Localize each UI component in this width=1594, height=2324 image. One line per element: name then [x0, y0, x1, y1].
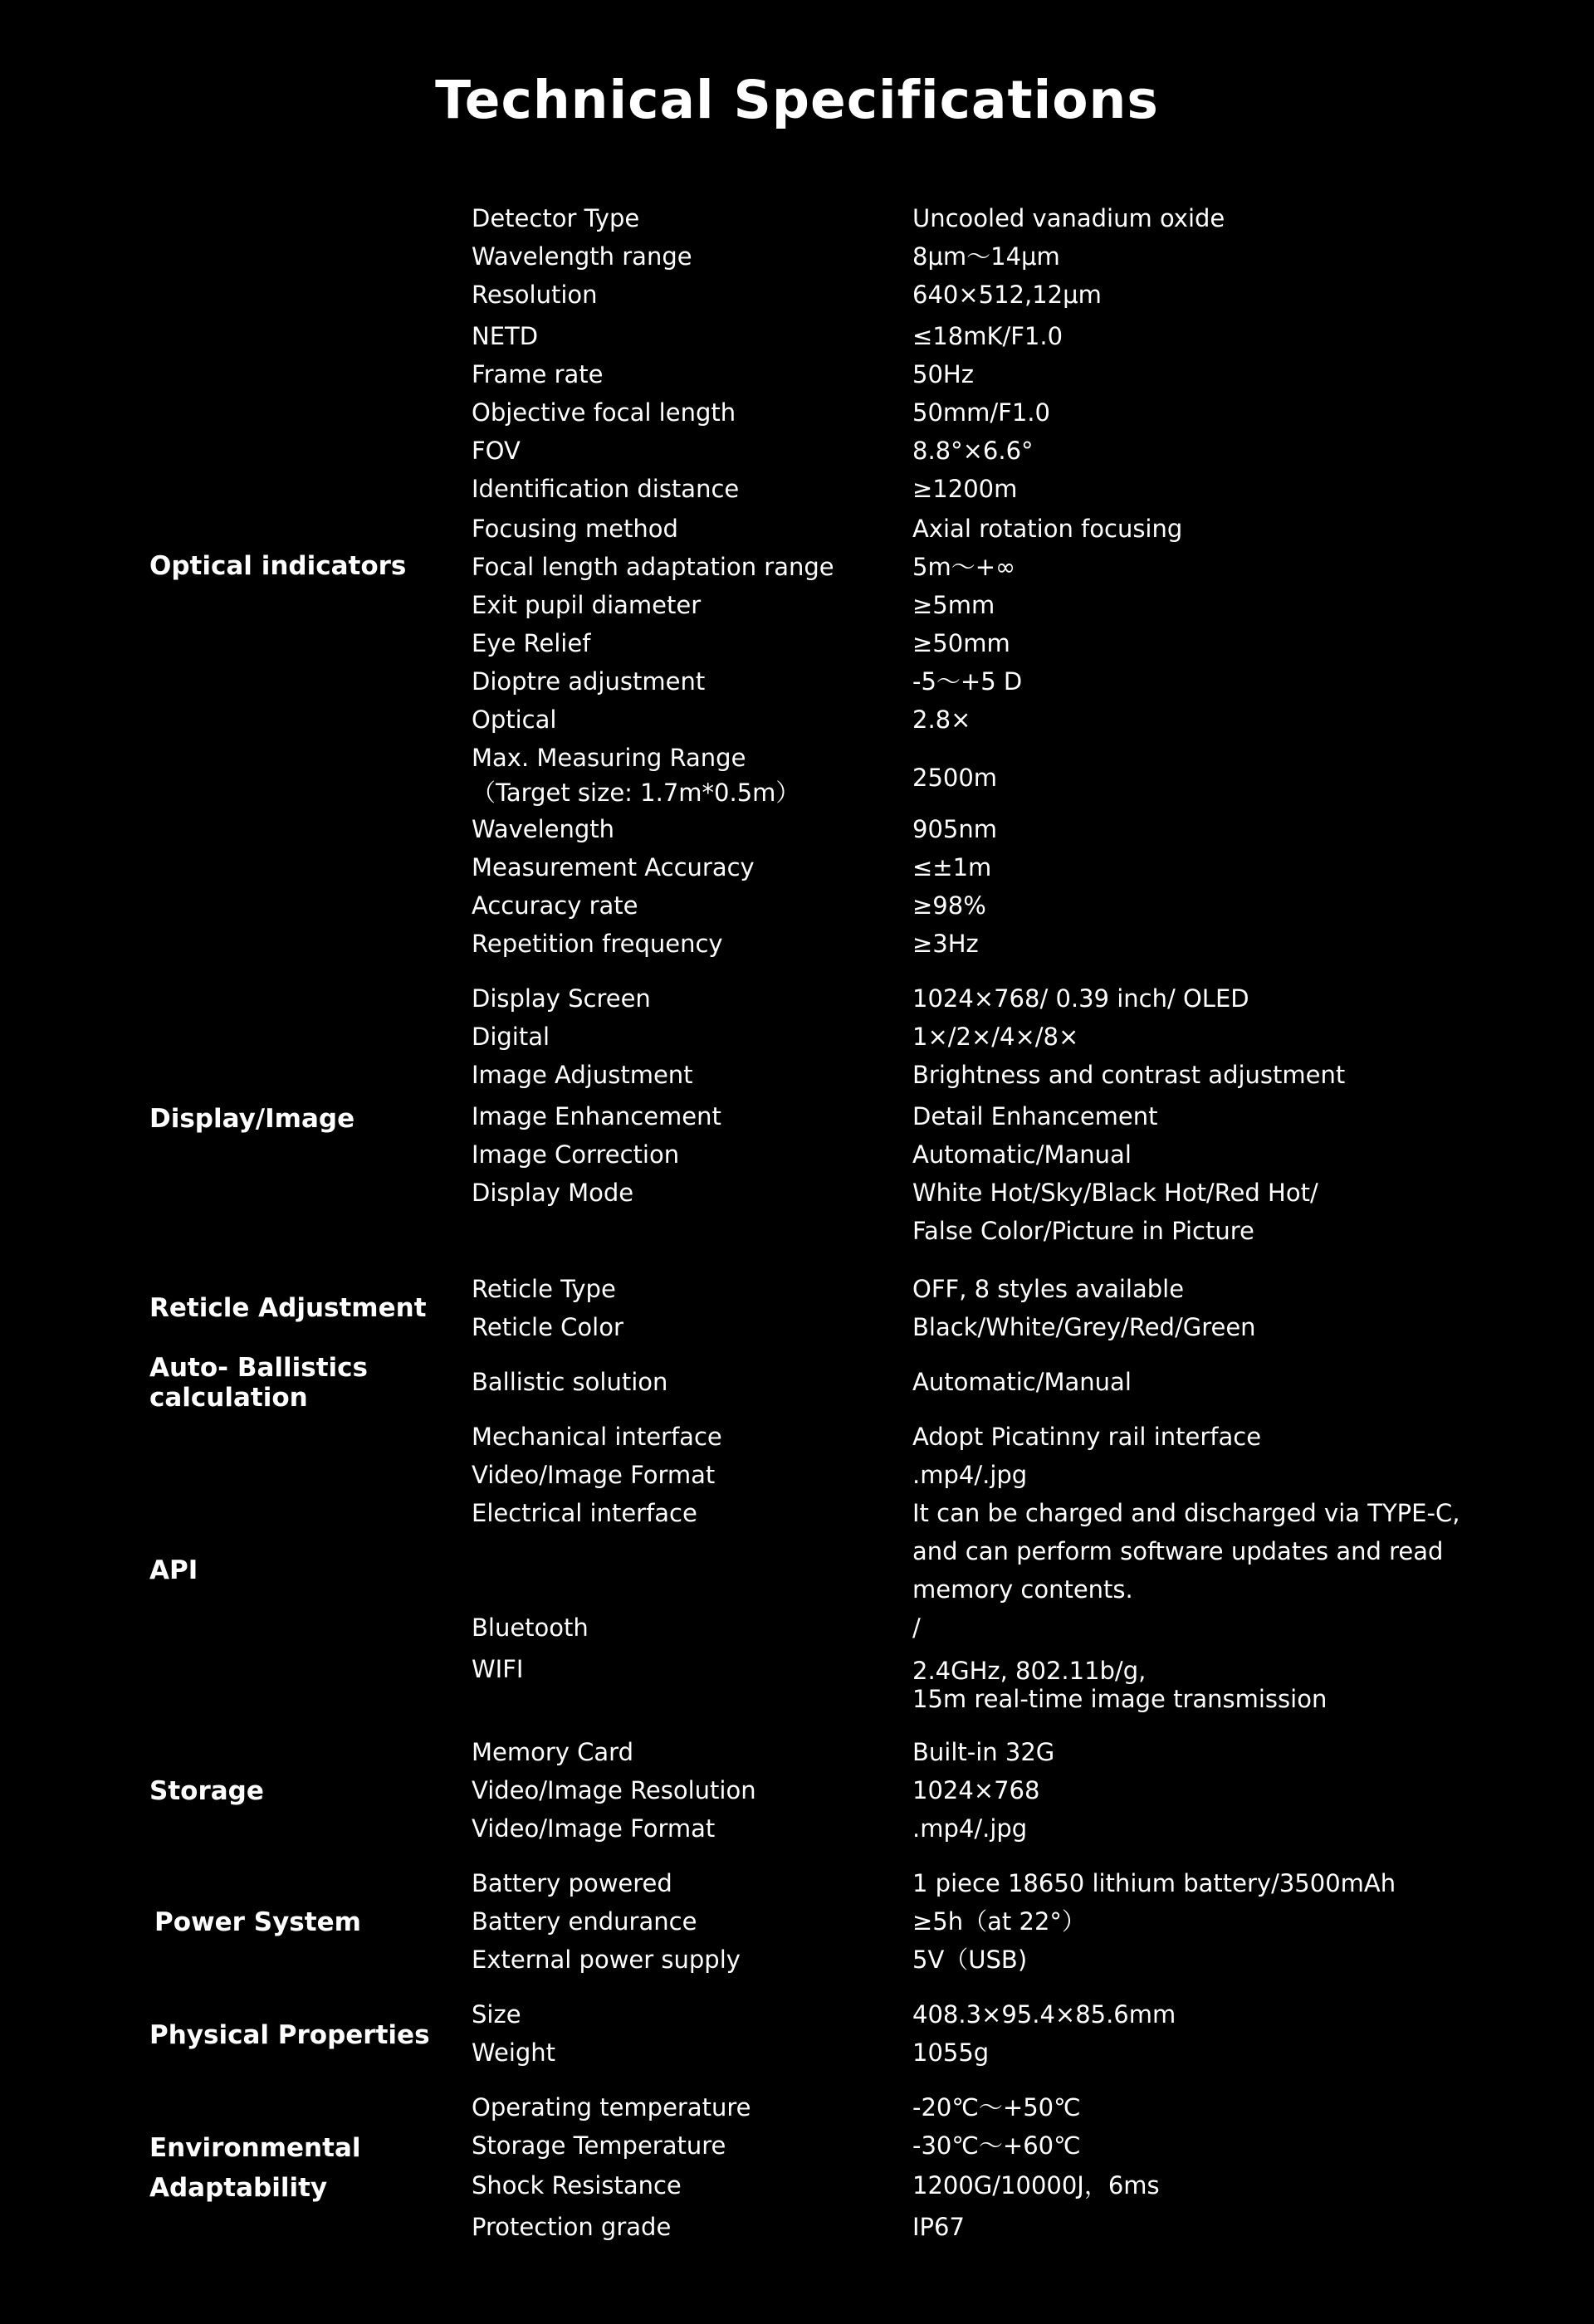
- spec-name: Size: [472, 2000, 521, 2029]
- spec-value: 1055g: [912, 2038, 990, 2067]
- spec-name: FOV: [472, 437, 521, 465]
- spec-value: Brightness and contrast adjustment: [912, 1061, 1346, 1089]
- spec-name: Focusing method: [472, 515, 678, 543]
- spec-value: -20℃～+50℃: [912, 2093, 1081, 2121]
- spec-name: Exit pupil diameter: [472, 591, 702, 619]
- spec-value: 1 piece 18650 lithium battery/3500mAh: [912, 1869, 1396, 1897]
- spec-value: /: [912, 1614, 921, 1642]
- section-label-physical-properties: Physical Properties: [149, 2020, 430, 2050]
- spec-value: 640×512,12μm: [912, 281, 1102, 309]
- spec-name: Image Adjustment: [472, 1061, 693, 1089]
- spec-name: Mechanical interface: [472, 1423, 722, 1451]
- spec-name: NETD: [472, 322, 539, 350]
- spec-value: .mp4/.jpg: [912, 1461, 1028, 1489]
- spec-name-continued: （Target size: 1.7m*0.5m）: [472, 779, 800, 807]
- spec-name: Image Correction: [472, 1140, 680, 1169]
- section-label-storage: Storage: [149, 1776, 264, 1806]
- spec-name: External power supply: [472, 1946, 741, 1974]
- spec-name: Frame rate: [472, 360, 604, 388]
- section-label-auto-ballistics: Auto- Ballistics: [149, 1353, 368, 1383]
- section-label-api: API: [149, 1555, 198, 1585]
- spec-value: IP67: [912, 2213, 965, 2241]
- spec-name: Protection grade: [472, 2213, 672, 2241]
- spec-value: Black/White/Grey/Red/Green: [912, 1313, 1256, 1341]
- spec-value: 2500m: [912, 764, 998, 792]
- spec-value: ≥98%: [912, 891, 986, 920]
- spec-name: Reticle Type: [472, 1275, 616, 1303]
- spec-value-continued: and can perform software updates and read: [912, 1537, 1444, 1565]
- spec-value-continued: memory contents.: [912, 1575, 1133, 1604]
- spec-name: Battery powered: [472, 1869, 672, 1897]
- section-label-optical-indicators: Optical indicators: [149, 551, 407, 581]
- spec-value: 905nm: [912, 815, 997, 843]
- section-label-auto-ballistics-continued: calculation: [149, 1383, 308, 1413]
- spec-name: Shock Resistance: [472, 2171, 682, 2200]
- spec-name: Identification distance: [472, 475, 740, 503]
- spec-name: Bluetooth: [472, 1614, 589, 1642]
- spec-name: Battery endurance: [472, 1907, 697, 1936]
- spec-name: Objective focal length: [472, 398, 736, 427]
- spec-value: -5～+5 D: [912, 667, 1023, 696]
- spec-name: Electrical interface: [472, 1499, 697, 1527]
- spec-value: ≥5h（at 22°）: [912, 1907, 1086, 1936]
- spec-name: Display Screen: [472, 984, 651, 1013]
- spec-name: Optical: [472, 706, 557, 734]
- spec-value: -30℃～+60℃: [912, 2131, 1081, 2160]
- spec-value: Axial rotation focusing: [912, 515, 1183, 543]
- spec-value: 8.8°×6.6°: [912, 437, 1034, 465]
- spec-value: ≥50mm: [912, 629, 1010, 657]
- spec-name: Operating temperature: [472, 2093, 751, 2121]
- spec-value: 50mm/F1.0: [912, 398, 1050, 427]
- spec-name: Memory Card: [472, 1738, 633, 1766]
- spec-name: Video/Image Format: [472, 1461, 716, 1489]
- spec-value: Automatic/Manual: [912, 1140, 1132, 1169]
- spec-name: Weight: [472, 2038, 556, 2067]
- spec-value-continued: 15m real-time image transmission: [912, 1685, 1328, 1713]
- spec-name: Image Enhancement: [472, 1102, 721, 1130]
- spec-value: 2.8×: [912, 706, 971, 734]
- spec-name: Wavelength range: [472, 242, 692, 271]
- spec-name: Display Mode: [472, 1179, 634, 1207]
- section-label-reticle-adjustment: Reticle Adjustment: [149, 1293, 427, 1323]
- spec-name: Reticle Color: [472, 1313, 623, 1341]
- page-title: Technical Specifications: [435, 70, 1159, 130]
- spec-value: 50Hz: [912, 360, 974, 388]
- spec-name: Focal length adaptation range: [472, 553, 834, 581]
- spec-value: Uncooled vanadium oxide: [912, 204, 1225, 232]
- spec-value: ≤±1m: [912, 853, 992, 881]
- spec-value: OFF, 8 styles available: [912, 1275, 1185, 1303]
- spec-value: 1024×768: [912, 1776, 1040, 1804]
- spec-value: ≥1200m: [912, 475, 1018, 503]
- spec-value: ≥3Hz: [912, 930, 979, 958]
- section-label-power-system: Power System: [154, 1907, 361, 1937]
- spec-value: White Hot/Sky/Black Hot/Red Hot/: [912, 1179, 1318, 1207]
- spec-value: 1200G/10000J，6ms: [912, 2171, 1160, 2200]
- spec-name: Repetition frequency: [472, 930, 723, 958]
- spec-name: WIFI: [472, 1655, 524, 1683]
- spec-name: Video/Image Resolution: [472, 1776, 756, 1804]
- section-label-environmental-adaptability-continued: Adaptability: [149, 2173, 328, 2203]
- spec-value: 2.4GHz, 802.11b/g,: [912, 1657, 1147, 1685]
- spec-value: Built-in 32G: [912, 1738, 1055, 1766]
- spec-value: ≤18mK/F1.0: [912, 322, 1063, 350]
- spec-name: Wavelength: [472, 815, 615, 843]
- spec-name: Measurement Accuracy: [472, 853, 755, 881]
- spec-value: 8μm～14μm: [912, 242, 1060, 271]
- spec-value: 1×/2×/4×/8×: [912, 1023, 1079, 1051]
- spec-value: 5m～+∞: [912, 553, 1016, 581]
- spec-name: Ballistic solution: [472, 1368, 668, 1396]
- spec-name: Dioptre adjustment: [472, 667, 706, 696]
- spec-value-continued: False Color/Picture in Picture: [912, 1217, 1254, 1245]
- section-label-display-image: Display/Image: [149, 1104, 355, 1134]
- spec-value: .mp4/.jpg: [912, 1814, 1028, 1843]
- spec-value: It can be charged and discharged via TYPE-C,: [912, 1499, 1460, 1527]
- spec-name: Accuracy rate: [472, 891, 638, 920]
- spec-name: Resolution: [472, 281, 598, 309]
- spec-name: Digital: [472, 1023, 550, 1051]
- spec-name: Eye Relief: [472, 629, 591, 657]
- spec-name: Detector Type: [472, 204, 640, 232]
- spec-name: Storage Temperature: [472, 2131, 726, 2160]
- spec-value: ≥5mm: [912, 591, 995, 619]
- spec-value: 5V（USB): [912, 1946, 1028, 1974]
- section-label-environmental-adaptability: Environmental: [149, 2133, 361, 2163]
- spec-value: Adopt Picatinny rail interface: [912, 1423, 1262, 1451]
- spec-value: 408.3×95.4×85.6mm: [912, 2000, 1176, 2029]
- spec-value: 1024×768/ 0.39 inch/ OLED: [912, 984, 1249, 1013]
- spec-value: Automatic/Manual: [912, 1368, 1132, 1396]
- spec-name: Max. Measuring Range: [472, 744, 746, 772]
- spec-name: Video/Image Format: [472, 1814, 716, 1843]
- spec-value: Detail Enhancement: [912, 1102, 1158, 1130]
